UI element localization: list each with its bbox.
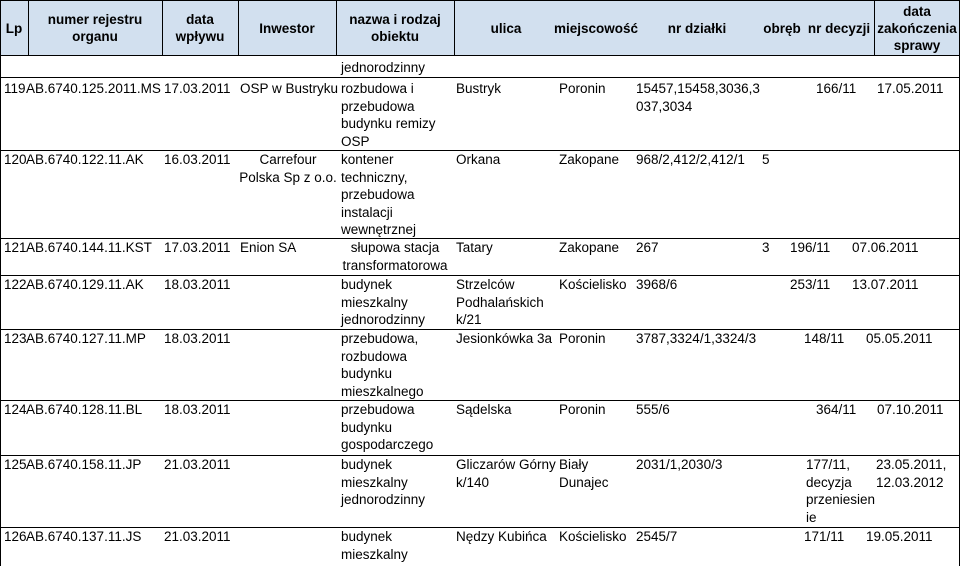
cell-numer: AB.6740.127.11.MP: [26, 331, 146, 346]
cell-lp: 125: [4, 457, 27, 472]
header-numer-rejestru: numer rejestru organu: [47, 12, 143, 44]
cell-dzialka: 2031/1,2030/3: [636, 457, 723, 472]
header-divider: [238, 0, 239, 56]
cell-numer: AB.6740.137.11.JS: [26, 529, 142, 544]
cell-ulica: Tatary: [456, 240, 493, 255]
cell-nazwa: słupowa stacja transformatorowa: [342, 240, 448, 273]
cell-numer: AB.6740.125.2011.MS: [26, 81, 161, 96]
cell-decyzja: 253/11: [790, 277, 831, 292]
cell-zakonczenie: 05.05.2011: [866, 331, 933, 346]
cell-data-wplywu: 21.03.2011: [164, 529, 231, 544]
cell-data-wplywu: 17.03.2011: [164, 81, 231, 96]
cell-data-wplywu: 18.03.2011: [164, 402, 231, 417]
cell-numer: AB.6740.122.11.AK: [26, 152, 144, 167]
header-lp: Lp: [5, 20, 23, 36]
cell-decyzja: 171/11: [804, 529, 845, 544]
carry-over-text: jednorodzinny: [341, 60, 426, 75]
cell-inwestor: OSP w Bustryku: [240, 81, 339, 96]
cell-dzialka: 15457,15458,3036,3 037,3034: [636, 81, 760, 114]
cell-data-wplywu: 16.03.2011: [164, 152, 231, 167]
cell-lp: 123: [4, 331, 27, 346]
cell-miejscowosc: Kościelisko: [559, 529, 627, 544]
cell-nazwa: przebudowa, rozbudowa budynku mieszkalnego: [341, 331, 424, 399]
cell-dzialka: 2545/7: [636, 529, 678, 544]
cell-numer: AB.6740.158.11.JP: [26, 457, 142, 472]
cell-ulica: Orkana: [456, 152, 501, 167]
header-nr-decyzji: nr decyzji: [807, 20, 871, 36]
cell-nazwa: kontener techniczny, przebudowa instalacji wewnętrznej: [341, 152, 417, 237]
cell-nazwa: rozbudowa i przebudowa budynku remizy OSP: [341, 81, 436, 149]
cell-zakonczenie: 23.05.2011, 12.03.2012: [876, 457, 947, 490]
header-nazwa-obiektu: nazwa i rodzaj obiektu: [349, 12, 441, 44]
cell-zakonczenie: 17.05.2011: [877, 81, 944, 96]
cell-dzialka: 267: [636, 240, 659, 255]
cell-inwestor: Enion SA: [240, 240, 297, 255]
cell-nazwa: przebudowa budynku gospodarczego: [341, 402, 434, 452]
header-divider: [874, 0, 875, 56]
cell-numer: AB.6740.128.11.BL: [26, 402, 143, 417]
cell-zakonczenie: 19.05.2011: [866, 529, 933, 544]
cell-ulica: Strzelców Podhalańskich k/21: [456, 277, 544, 327]
cell-dzialka: 555/6: [636, 402, 670, 417]
cell-miejscowosc: Poronin: [559, 331, 606, 346]
header-obreb: obręb: [763, 20, 801, 36]
header-data-zakonczenia: data zakończenia sprawy: [877, 3, 957, 53]
cell-decyzja: 166/11: [816, 81, 857, 96]
cell-zakonczenie: 07.10.2011: [877, 402, 944, 417]
cell-numer: AB.6740.129.11.AK: [26, 277, 144, 292]
header-data-wplywu: data wpływu: [175, 12, 225, 44]
cell-miejscowosc: Zakopane: [559, 240, 620, 255]
cell-miejscowosc: Kościelisko: [559, 277, 627, 292]
cell-ulica: Jesionkówka 3a: [456, 331, 553, 346]
cell-dzialka: 968/2,412/2,412/1: [636, 152, 745, 167]
cell-dzialka: 3968/6: [636, 277, 678, 292]
cell-obreb: 3: [762, 240, 770, 255]
cell-lp: 122: [4, 277, 27, 292]
cell-ulica: Gliczarów Górny k/140: [456, 457, 556, 490]
cell-nazwa: budynek mieszkalny jednorodzinny: [341, 277, 426, 327]
cell-miejscowosc: Poronin: [559, 81, 606, 96]
header-ulica: ulica: [490, 20, 522, 36]
cell-data-wplywu: 18.03.2011: [164, 331, 231, 346]
cell-obreb: 5: [762, 152, 770, 167]
cell-lp: 119: [4, 81, 26, 96]
header-inwestor: Inwestor: [259, 20, 315, 36]
cell-lp: 120: [4, 152, 27, 167]
header-divider: [162, 0, 163, 56]
cell-zakonczenie: 07.06.2011: [852, 240, 919, 255]
cell-ulica: Sądelska: [456, 402, 512, 417]
cell-inwestor: Carrefour Polska Sp z o.o.: [239, 152, 337, 185]
cell-lp: 121: [4, 240, 27, 255]
cell-zakonczenie: 13.07.2011: [852, 277, 919, 292]
header-nr-dzialki: nr działki: [667, 20, 727, 36]
cell-numer: AB.6740.144.11.KST: [26, 240, 152, 255]
header-divider: [336, 0, 337, 56]
cell-miejscowosc: Poronin: [559, 402, 606, 417]
cell-decyzja: 364/11: [816, 402, 857, 417]
cell-data-wplywu: 18.03.2011: [164, 277, 231, 292]
cell-lp: 124: [4, 402, 27, 417]
cell-nazwa: budynek mieszkalny: [341, 529, 408, 562]
cell-ulica: Nędzy Kubińca: [456, 529, 547, 544]
cell-miejscowosc: Biały Dunajec: [559, 457, 609, 490]
header-miejscowosc: miejscowość: [553, 20, 639, 36]
cell-decyzja: 196/11: [790, 240, 831, 255]
cell-ulica: Bustryk: [456, 81, 502, 96]
cell-dzialka: 3787,3324/1,3324/3: [636, 331, 757, 346]
cell-nazwa: budynek mieszkalny jednorodzinny: [341, 457, 426, 507]
row-separator: [0, 77, 960, 78]
cell-data-wplywu: 17.03.2011: [164, 240, 231, 255]
cell-decyzja: 177/11, decyzja przeniesien ie: [806, 457, 876, 525]
cell-miejscowosc: Zakopane: [559, 152, 620, 167]
cell-data-wplywu: 21.03.2011: [164, 457, 231, 472]
header-divider: [28, 0, 29, 56]
header-divider: [454, 0, 455, 56]
cell-lp: 126: [4, 529, 27, 544]
cell-decyzja: 148/11: [804, 331, 845, 346]
